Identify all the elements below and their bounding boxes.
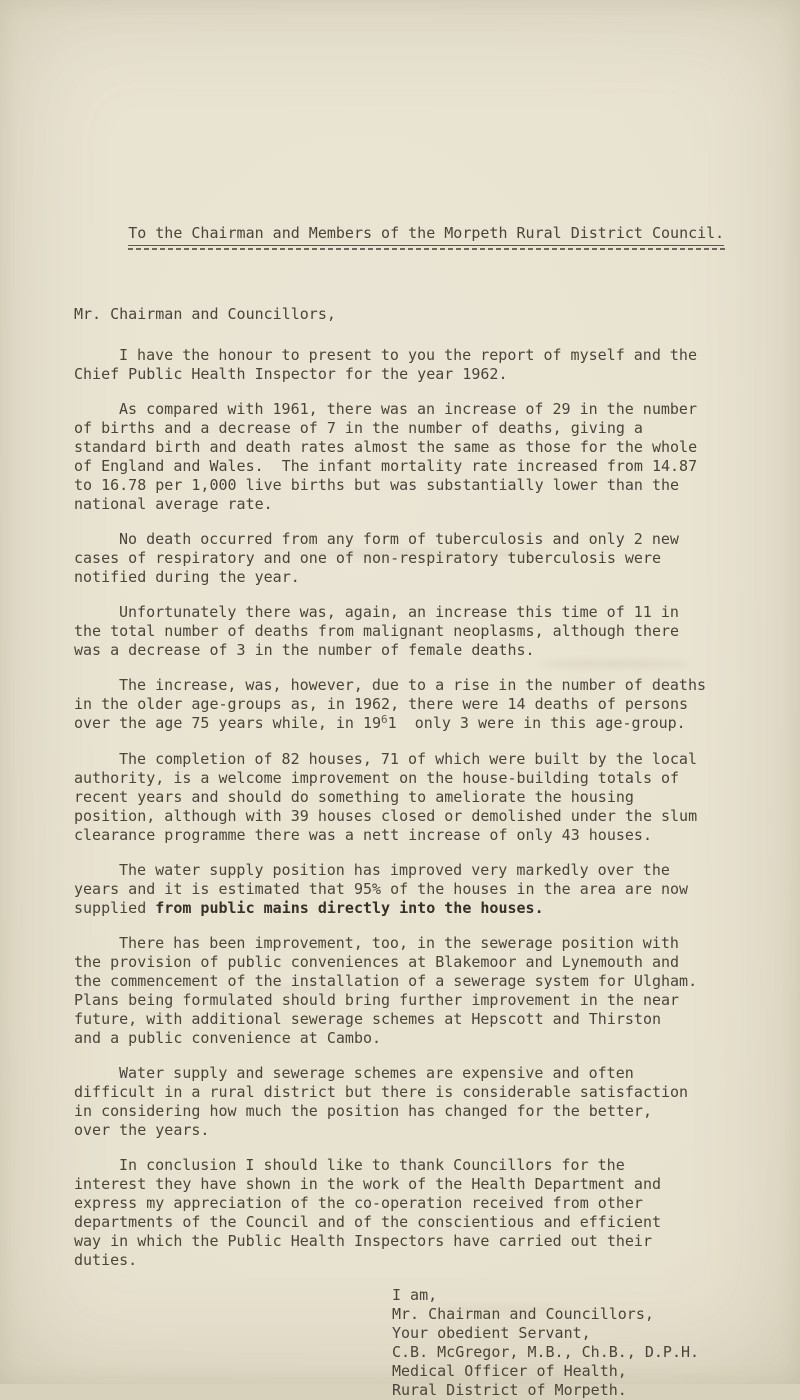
- letter-line: cases of respiratory and one of non-respiratory tuberculosis were: [74, 549, 661, 567]
- letter-paragraph: [74, 934, 754, 1048]
- letter-line: No death occurred from any form of tuberculosis and only 2 new: [119, 530, 679, 548]
- letter-paragraph: [74, 1064, 754, 1140]
- letter-paragraph: [74, 861, 754, 918]
- letter-paragraph: [74, 750, 754, 845]
- letter-text: 1 only 3 were in this age-group.: [387, 714, 686, 732]
- letter-salutation: Mr. Chairman and Councillors,: [74, 305, 336, 323]
- letter-text: over the age 75 years while, in 19: [74, 714, 382, 732]
- letter-line: Plans being formulated should bring further improvement in the near: [74, 991, 680, 1009]
- signature-line: Medical Officer of Health,: [392, 1362, 627, 1380]
- letter-line: position, although with 39 houses closed or demolished under the slum: [74, 807, 698, 825]
- letter-line: the provision of public conveniences at Blakemoor and Lynemouth and: [74, 953, 680, 971]
- letter-line: recent years and should do something to ameliorate the housing: [74, 788, 634, 806]
- letter-line: the total number of deaths from malignant neoplasms, although there: [74, 622, 680, 640]
- letter-heading-row: [74, 205, 754, 265]
- letter-line: notified during the year.: [74, 568, 300, 586]
- letter-line: duties.: [74, 1251, 138, 1269]
- letter-paragraph: [74, 676, 754, 734]
- letter-line: way in which the Public Health Inspectors have carried out their: [74, 1232, 652, 1250]
- letter-line: future, with additional sewerage schemes at Hepscott and Thirston: [74, 1010, 661, 1028]
- letter-line: the commencement of the installation of a sewerage system for Ulgham.: [74, 972, 698, 990]
- letter-line: In conclusion I should like to thank Councillors for the: [119, 1156, 625, 1174]
- letter-content: [74, 205, 754, 1400]
- letter-line: in considering how much the position has changed for the better,: [74, 1102, 652, 1120]
- letter-line: difficult in a rural district but there is considerable satisfaction: [74, 1083, 689, 1101]
- letter-paragraph: [74, 400, 754, 514]
- letter-line: Water supply and sewerage schemes are expensive and often: [119, 1064, 634, 1082]
- letter-line: authority, is a welcome improvement on the house-building totals of: [74, 769, 680, 787]
- letter-line: clearance programme there was a nett increase of only 43 houses.: [74, 826, 652, 844]
- letter-line: Unfortunately there was, again, an increase this time of 11 in: [119, 603, 679, 621]
- letter-line: express my appreciation of the co-operation received from other: [74, 1194, 643, 1212]
- letter-body: [74, 346, 754, 1270]
- letter-text-bold: from public mains directly into the houses.: [155, 899, 544, 917]
- letter-line: The completion of 82 houses, 71 of which were built by the local: [119, 750, 697, 768]
- signature-line: Your obedient Servant,: [392, 1324, 591, 1342]
- letter-line: As compared with 1961, there was an increase of 29 in the number: [119, 400, 697, 418]
- letter-line: national average rate.: [74, 495, 273, 513]
- signature-line: Mr. Chairman and Councillors,: [392, 1305, 654, 1323]
- letter-paragraph: [74, 603, 754, 660]
- letter-paragraph: [74, 1156, 754, 1270]
- letter-text-sup: 6: [381, 713, 388, 726]
- letter-line: over the years.: [74, 1121, 210, 1139]
- signature-line: Rural District of Morpeth.: [392, 1381, 627, 1399]
- letter-line: I have the honour to present to you the report of myself and the: [119, 346, 697, 364]
- letter-line: There has been improvement, too, in the sewerage position with: [119, 934, 679, 952]
- letter-line: of births and a decrease of 7 in the number of deaths, giving a: [74, 419, 643, 437]
- letter-line: in the older age-groups as, in 1962, there were 14 deaths of persons: [74, 695, 689, 713]
- letter-heading: To the Chairman and Members of the Morpeth Rural District Council.: [128, 224, 724, 246]
- letter-line: was a decrease of 3 in the number of female deaths.: [74, 641, 535, 659]
- letter-line: [74, 714, 754, 734]
- signature-line: C.B. McGregor, M.B., Ch.B., D.P.H.: [392, 1343, 700, 1361]
- letter-line: standard birth and death rates almost the same as those for the whole: [74, 438, 698, 456]
- letter-line: departments of the Council and of the conscientious and efficient: [74, 1213, 661, 1231]
- letter-line: Chief Public Health Inspector for the year 1962.: [74, 365, 508, 383]
- letter-line: [74, 899, 754, 918]
- letter-paragraph: [74, 530, 754, 587]
- letter-line: to 16.78 per 1,000 live births but was substantially lower than the: [74, 476, 680, 494]
- letter-line: The water supply position has improved very markedly over the: [119, 861, 670, 879]
- letter-line: years and it is estimated that 95% of the houses in the area are now: [74, 880, 689, 898]
- signature-line: I am,: [392, 1286, 438, 1304]
- letter-paragraph: [74, 346, 754, 384]
- letter-text: supplied: [74, 899, 156, 917]
- letter-line: and a public convenience at Cambo.: [74, 1029, 382, 1047]
- letter-line: interest they have shown in the work of the Health Department and: [74, 1175, 661, 1193]
- letter-line: of England and Wales. The infant mortality rate increased from 14.87: [74, 457, 698, 475]
- letter-line: The increase, was, however, due to a rise in the number of deaths: [119, 676, 706, 694]
- signature-block: [74, 1286, 754, 1400]
